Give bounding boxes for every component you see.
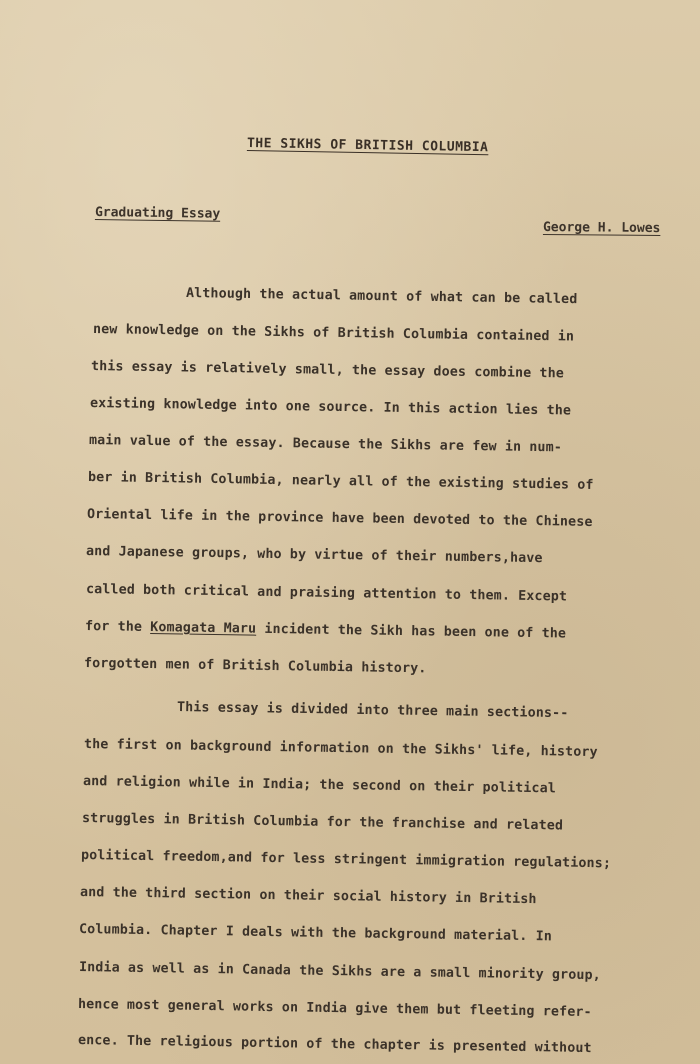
- p1-line-10-start: for the: [84, 619, 151, 636]
- p1-line-4: existing knowledge into one source. In this action lies the: [89, 396, 572, 419]
- document-subtitle: Graduating Essay: [94, 205, 221, 222]
- p2-line-5: political freedom,and for less stringent immigration regulations;: [80, 848, 612, 872]
- p1-line-10-end: incident the Sikh has been one of the: [256, 621, 567, 642]
- p2-line-4: struggles in British Columbia for the franchise and related: [81, 811, 564, 834]
- p2-line-10: ence. The religious portion of the chapter is presented without: [77, 1033, 592, 1057]
- p1-line-6: ber in British Columbia, nearly all of the existing studies of: [87, 470, 594, 493]
- p1-line-2: new knowledge on the Sikhs of British Columbia contained in: [92, 322, 575, 345]
- document-author: George H. Lowes: [542, 220, 661, 237]
- p2-line-8: India as well as in Canada the Sikhs are a small minority group,: [78, 960, 602, 984]
- p1-line-10: [85, 619, 566, 642]
- p2-line-3: and religion while in India; the second on their political: [82, 774, 557, 797]
- p1-line-11: forgotten men of British Columbia history.: [83, 656, 427, 677]
- p2-line-9: hence most general works on India give them but fleeting refer-: [77, 997, 592, 1021]
- p2-line-7: Columbia. Chapter I deals with the background material. In: [78, 922, 553, 945]
- document-title: THE SIKHS OF BRITISH COLUMBIA: [246, 136, 489, 156]
- p1-line-9: called both critical and praising attention to them. Except: [85, 582, 568, 605]
- p1-line-7: Oriental life in the province have been devoted to the Chinese: [86, 507, 593, 530]
- p1-line-1: Although the actual amount of what can be called: [185, 286, 578, 308]
- p2-line-2: the first on background information on the Sikhs' life, history: [83, 737, 598, 761]
- komagata-maru-underlined: Komagata Maru: [150, 620, 257, 637]
- p1-line-5: main value of the essay. Because the Sikhs are few in num-: [88, 433, 563, 456]
- p2-line-6: and the third section on their social history in British: [79, 885, 537, 908]
- p1-line-3: this essay is relatively small, the essay does combine the: [90, 359, 565, 382]
- p2-line-1: This essay is divided into three main sections--: [176, 700, 569, 722]
- p1-line-8: and Japanese groups, who by virtue of their numbers,have: [85, 544, 543, 567]
